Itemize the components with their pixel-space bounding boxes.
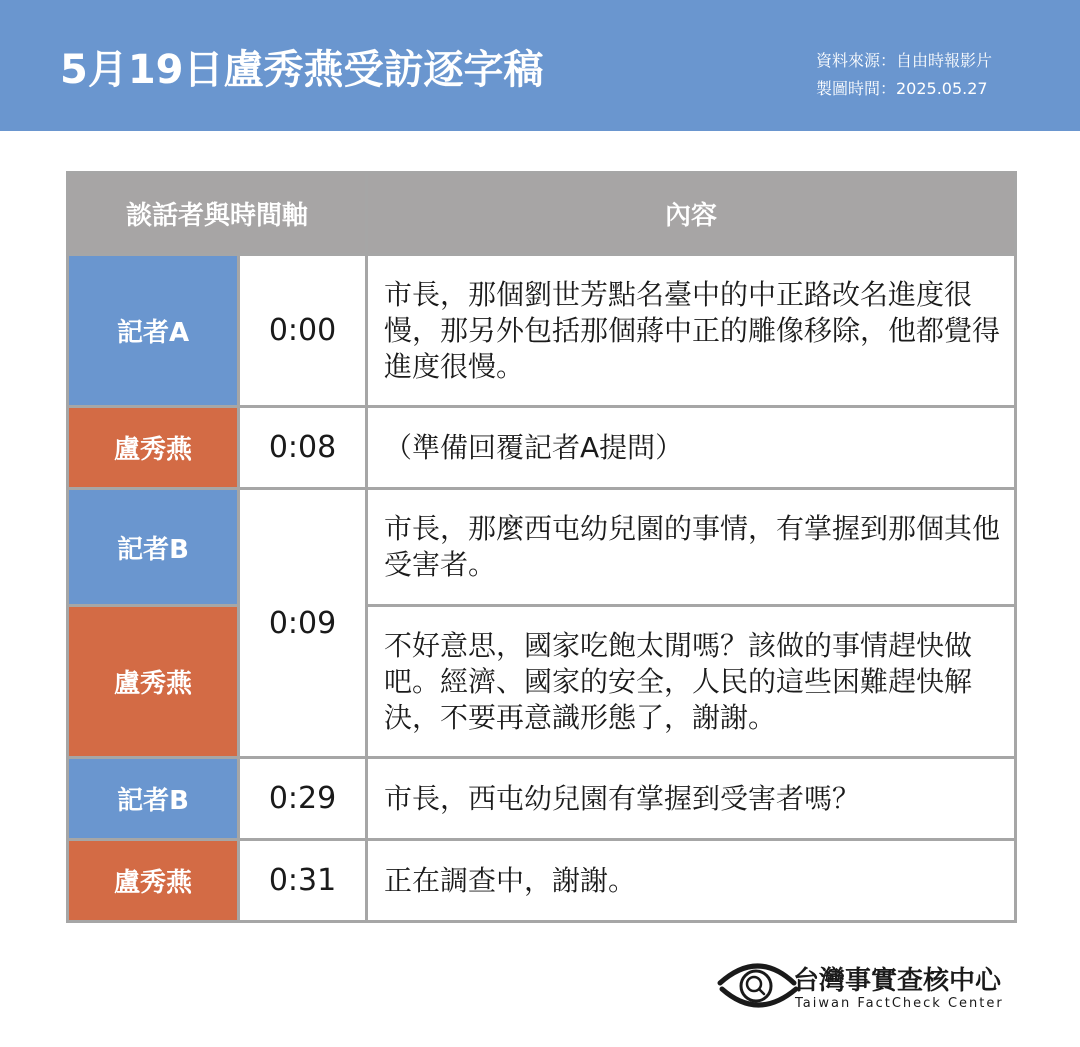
org-name: 台灣事實查核中心	[793, 966, 1002, 996]
time-cell: 0:00	[239, 255, 367, 407]
content-cell: 正在調查中，謝謝。	[367, 840, 1016, 922]
time-cell: 0:31	[239, 840, 367, 922]
content-cell: 市長，那個劉世芳點名臺中的中正路改名進度很慢，那另外包括那個蔣中正的雕像移除，他都覺得進度很慢。	[367, 255, 1016, 407]
table-row	[68, 255, 1016, 407]
org-subtitle: Taiwan FactCheck Center	[795, 996, 1004, 1011]
speaker-cell: 盧秀燕	[68, 840, 239, 922]
date-text: 製圖時間：2025.05.27	[816, 79, 988, 98]
table-row	[68, 407, 1016, 489]
header-banner	[0, 0, 1080, 131]
speaker-cell: 盧秀燕	[68, 407, 239, 489]
time-cell: 0:09	[239, 489, 367, 758]
time-cell: 0:29	[239, 758, 367, 840]
speaker-cell: 記者B	[68, 758, 239, 840]
column-header-content: 內容	[367, 173, 1016, 255]
table-row	[68, 758, 1016, 840]
speaker-cell: 盧秀燕	[68, 606, 239, 758]
content-cell: 市長，西屯幼兒園有掌握到受害者嗎？	[367, 758, 1016, 840]
content-cell: 不好意思，國家吃飽太閒嗎？該做的事情趕快做吧。經濟、國家的安全，人民的這些困難趕快解決，不要再意識形態了，謝謝。	[367, 606, 1016, 758]
table-row	[68, 840, 1016, 922]
table-header-row	[68, 173, 1016, 255]
table-row	[68, 606, 1016, 758]
column-header-speaker: 談話者與時間軸	[68, 173, 367, 255]
speaker-cell: 記者B	[68, 489, 239, 606]
page-title: 5月19日盧秀燕受訪逐字稿	[60, 47, 544, 93]
source-text: 資料來源：自由時報影片	[816, 51, 993, 70]
content-cell: （準備回覆記者A提問）	[367, 407, 1016, 489]
table-row	[68, 489, 1016, 606]
content-cell: 市長，那麼西屯幼兒園的事情，有掌握到那個其他受害者。	[367, 489, 1016, 606]
transcript-table	[66, 171, 1017, 923]
time-cell: 0:08	[239, 407, 367, 489]
speaker-cell: 記者A	[68, 255, 239, 407]
meta-info	[816, 47, 992, 103]
